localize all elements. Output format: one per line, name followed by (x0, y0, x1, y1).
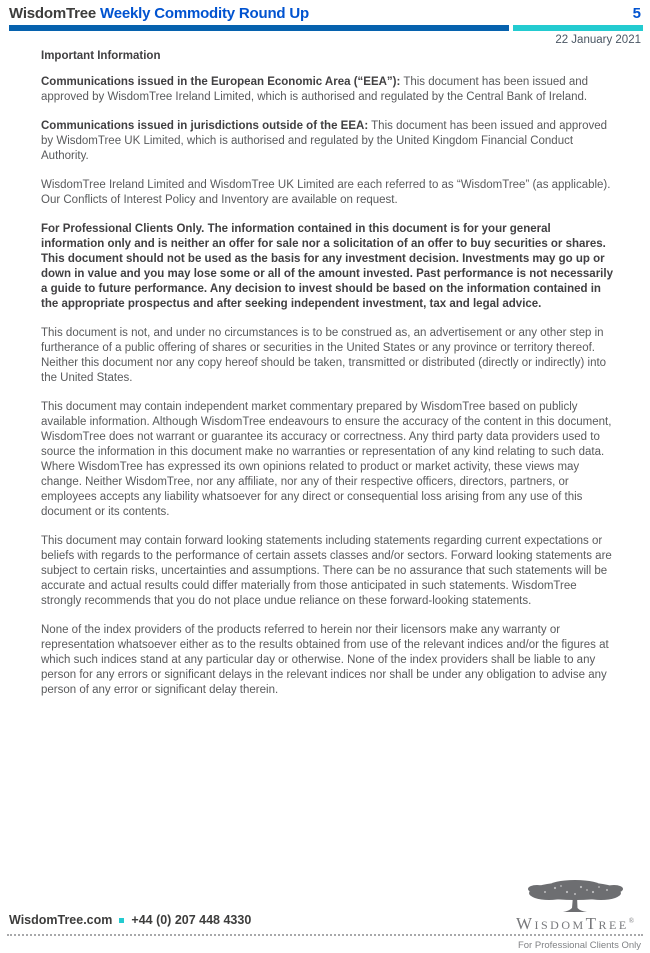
brand-name: WisdomTree (9, 5, 97, 22)
report-date: 22 January 2021 (555, 34, 641, 46)
header-rule-blue-segment (9, 25, 509, 31)
header-rule (9, 25, 643, 31)
registered-mark: ® (628, 917, 635, 925)
footer-contact (9, 913, 251, 927)
paragraph: Communications issued in the European Economic Area (“EEA”): This document has been issued and approved by WisdomTree Ireland Limited, which is authorised and regulated by the Central Bank of Ireland. (41, 76, 589, 103)
paragraph-lead: Communications issued in the European Economic Area (“EEA”): (41, 76, 401, 88)
paragraph: WisdomTree Ireland Limited and WisdomTree UK Limited are each referred to as “WisdomTree” (as applicable). Our Conflicts of Interest Policy and Inventory are available on request. (41, 179, 611, 206)
footer-divider (7, 934, 643, 936)
header (9, 5, 641, 22)
paragraph: This document may contain independent market commentary prepared by WisdomTree based on publicly available information. Although WisdomTree endeavours to ensure the accuracy of the content in this document, WisdomTree does not warrant or guarantee its accuracy or correctness. Any third party data providers used to source the information in this document make no warranties or representation of any kind relating to such data. Where WisdomTree has expressed its own opinions related to product or market activity, these views may change. Neither WisdomTree, nor any affiliate, nor any of their respective officers, directors, partners, or employees accepts any liability whatsoever for any direct or consequential loss arising from any use of this document or its contents. (41, 401, 612, 518)
logo-wordmark-text: WisdomTree (515, 914, 629, 933)
page-number: 5 (632, 5, 641, 22)
page-title (9, 5, 309, 22)
logo-wordmark (510, 914, 640, 931)
section-heading: Important Information (41, 50, 161, 62)
phone-number[interactable]: +44 (0) 207 448 4330 (131, 913, 252, 927)
paragraph: This document may contain forward looking statements including statements regarding current expectations or beliefs with regards to the performance of certain assets classes and/or sectors. Forward looking statements are subject to certain risks, uncertainties and assumptions. There can be no assurance that such statements will be accurate and actual results could differ materially from those anticipated in such statements. WisdomTree strongly recommends that you do not place undue reliance on these forward-looking statements. (41, 535, 612, 607)
teal-square-bullet (119, 918, 124, 923)
header-rule-teal-segment (513, 25, 643, 31)
website-link[interactable]: WisdomTree.com (9, 913, 113, 927)
wisdomtree-logo (510, 878, 640, 931)
paragraph-lead: Communications issued in jurisdictions outside of the EEA: (41, 120, 369, 132)
clients-only-tagline: For Professional Clients Only (517, 940, 641, 951)
report-title: Weekly Commodity Round Up (100, 5, 309, 22)
tree-icon (519, 878, 631, 914)
paragraph-list (41, 75, 613, 698)
paragraph: For Professional Clients Only. The information contained in this document is for your general information only and is neither an offer for sale nor a solicitation of an offer to buy securities or shares. This document should not be used as the basis for any investment decision. Investments may go up or down in value and you may lose some or all of the amount invested. Past performance is not necessarily a guide to future performance. Any decision to invest should be based on the information contained in the appropriate prospectus and after seeking independent investment, tax and legal advice. (41, 223, 613, 310)
paragraph: This document is not, and under no circumstances is to be construed as, an advertisement or any other step in furtherance of a public offering of shares or securities in the United States or any province or territory thereof. Neither this document nor any copy hereof should be taken, transmitted or distributed (directly or indirectly) into the United States. (41, 327, 607, 384)
disclaimer-body (41, 50, 613, 712)
paragraph: Communications issued in jurisdictions outside of the EEA: This document has been issued and approved by WisdomTree UK Limited, which is authorised and regulated by the United Kingdom Financial Conduct Authority. (41, 120, 608, 162)
paragraph: None of the index providers of the products referred to herein nor their licensors make any warranty or representation whatsoever either as to the results obtained from use of the relevant indices and/or the figures at which such indices stand at any particular day or otherwise. None of the index providers shall be liable to any person for any errors or significant delays in the relevant indices nor shall be under any obligation to advise any person of any error or significant delay therein. (41, 624, 609, 696)
